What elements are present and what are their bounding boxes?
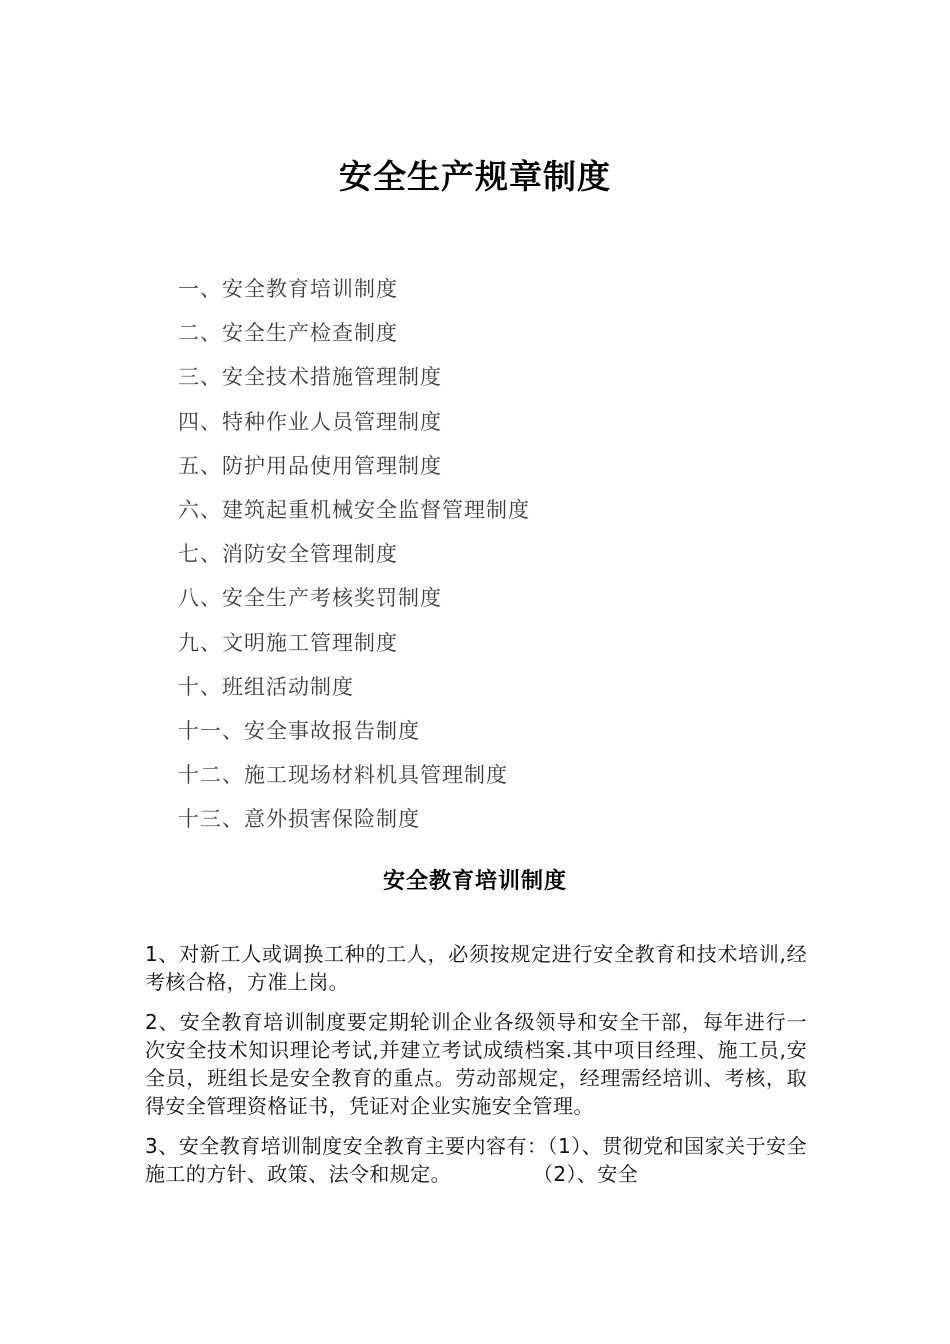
paragraph: 1、对新工人或调换工种的工人，必须按规定进行安全教育和技术培训,经考核合格，方准上岗。	[145, 942, 807, 994]
toc-item: 十二、施工现场材料机具管理制度	[178, 763, 508, 788]
toc-item: 三、安全技术措施管理制度	[178, 365, 442, 390]
toc-item: 一、安全教育培训制度	[178, 277, 398, 301]
toc-item: 七、消防安全管理制度	[178, 542, 398, 567]
toc-item: 五、防护用品使用管理制度	[178, 453, 442, 478]
toc-item: 八、安全生产考核奖罚制度	[178, 586, 442, 611]
toc-item: 十三、意外损害保险制度	[178, 807, 420, 832]
paragraph: 2、安全教育培训制度要定期轮训企业各级领导和安全干部，每年进行一次安全技术知识理论考试,并建立考试成绩档案.其中项目经理、施工员,安全员，班组长是安全教育的重点。劳动部规定，经理需经培训、考核，取得安全管理资格证书，凭证对企业实施安全管理。	[145, 1010, 807, 1118]
section-heading: 安全教育培训制度	[382, 869, 567, 894]
table-of-contents	[178, 272, 778, 846]
toc-item: 四、特种作业人员管理制度	[178, 409, 442, 434]
toc-item: 十、班组活动制度	[178, 674, 354, 699]
toc-item: 十一、安全事故报告制度	[178, 718, 420, 743]
paragraph: 3、安全教育培训制度安全教育主要内容有：（1）、贯彻党和国家关于安全施工的方针、政策、法令和规定。 （2）、安全	[145, 1134, 807, 1186]
toc-item: 二、安全生产检查制度	[178, 321, 398, 346]
document-title: 安全生产规章制度	[339, 157, 611, 196]
toc-item: 九、文明施工管理制度	[178, 630, 398, 655]
section-body	[145, 940, 807, 1200]
toc-item: 六、建筑起重机械安全监督管理制度	[178, 497, 530, 522]
